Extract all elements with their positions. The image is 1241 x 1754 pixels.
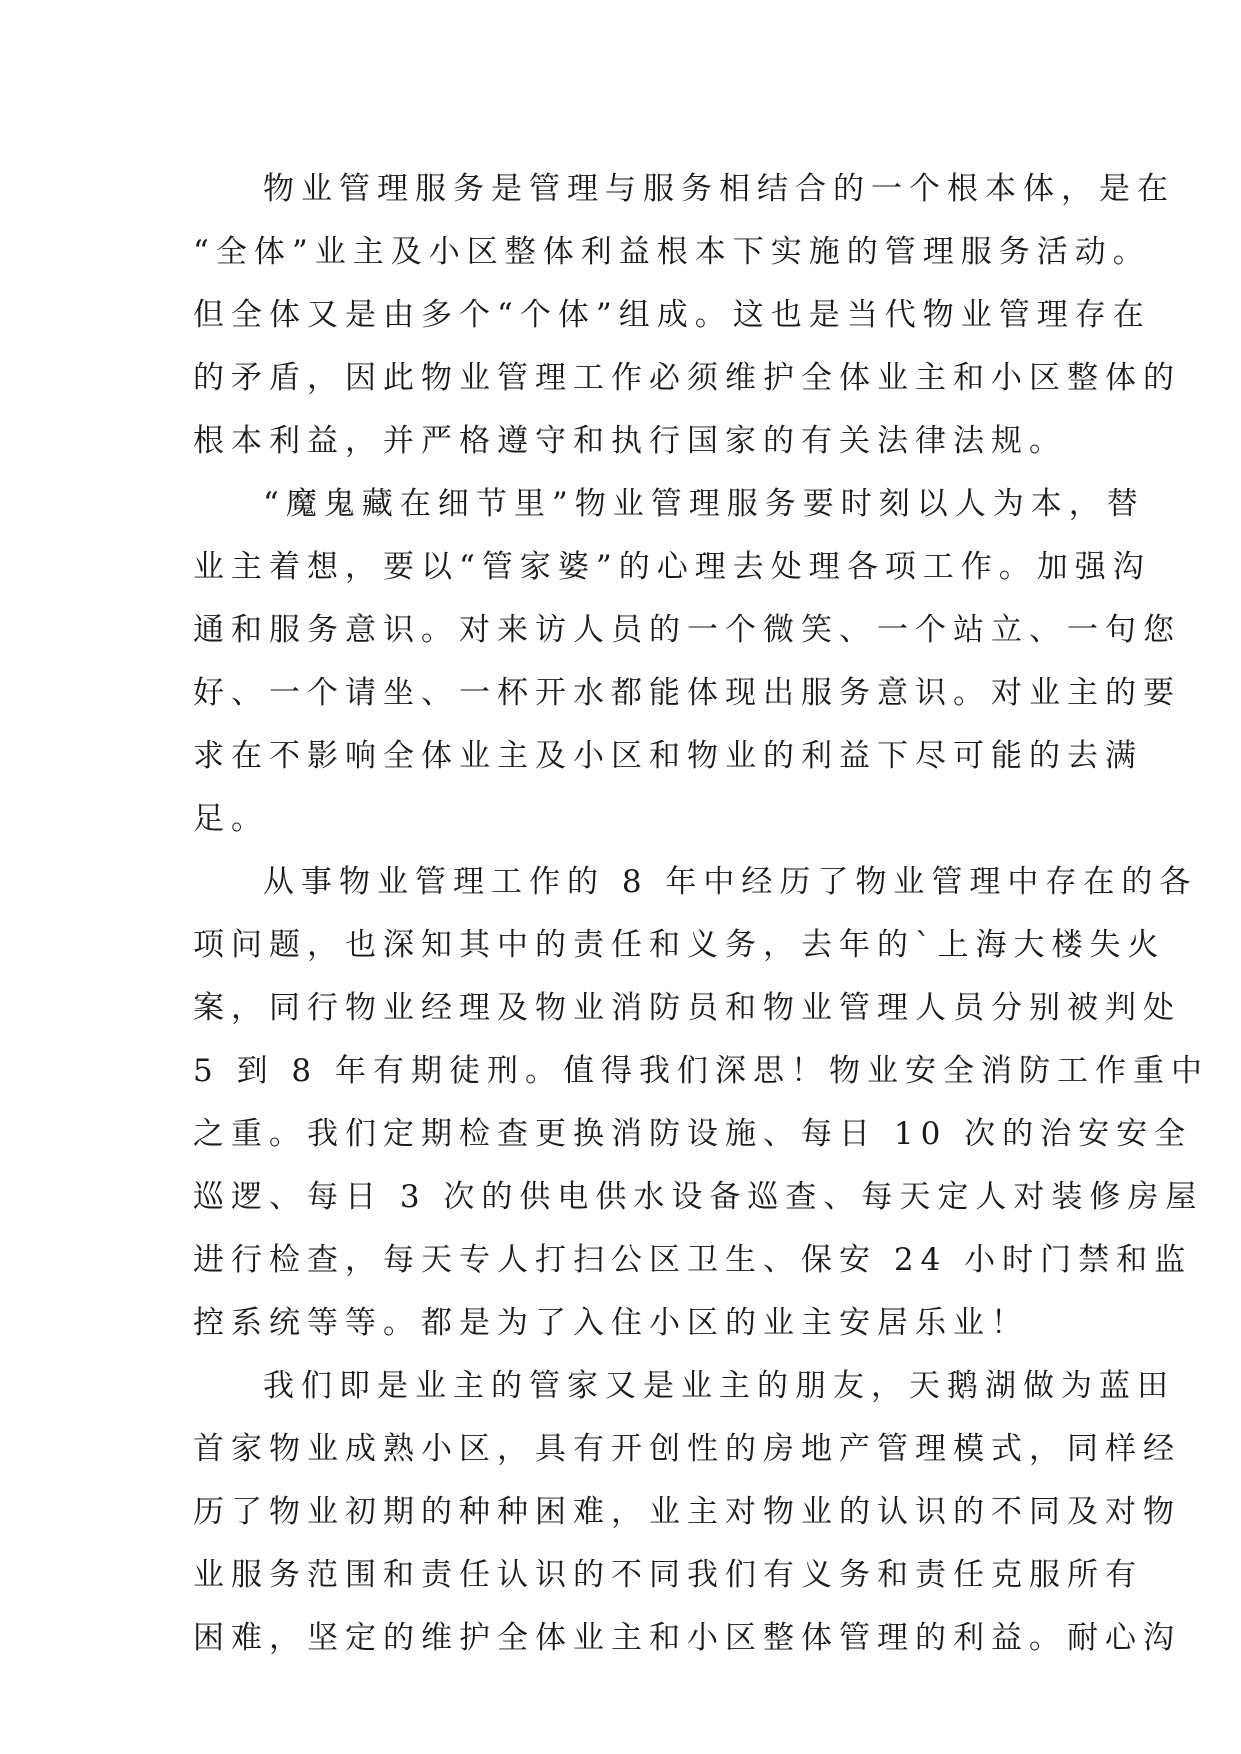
text-line: 首家物业成熟小区，具有开创性的房地产管理模式，同样经: [193, 1431, 1181, 1467]
text-line: 求在不影响全体业主及小区和物业的利益下尽可能的去满: [193, 738, 1143, 774]
text-line: 巡逻、每日 3 次的供电供水设备巡查、每天定人对装修房屋: [193, 1179, 1204, 1215]
text-line: “全体”业主及小区整体利益根本下实施的管理服务活动。: [193, 234, 1151, 270]
paragraph-1: [193, 158, 1181, 473]
text-line: 业服务范围和责任认识的不同我们有义务和责任克服所有: [193, 1557, 1143, 1593]
text-line: 案，同行物业经理及物业消防员和物业管理人员分别被判处: [193, 990, 1181, 1026]
text-line: 历了物业初期的种种困难，业主对物业的认识的不同及对物: [193, 1494, 1181, 1530]
text-line: 控系统等等。都是为了入住小区的业主安居乐业！: [193, 1305, 1029, 1341]
text-line: “魔鬼藏在细节里”物业管理服务要时刻以人为本，替: [263, 486, 1145, 522]
paragraph-2: [193, 473, 1181, 851]
text-line: 从事物业管理工作的 8 年中经历了物业管理中存在的各: [263, 864, 1198, 900]
text-line: 我们即是业主的管家又是业主的朋友，天鹅湖做为蓝田: [263, 1368, 1175, 1404]
document-body: [193, 158, 1210, 1670]
text-line: 困难，坚定的维护全体业主和小区整体管理的利益。耐心沟: [193, 1620, 1181, 1656]
text-line: 足。: [193, 801, 269, 837]
text-line: 物业管理服务是管理与服务相结合的一个根本体，是在: [263, 171, 1175, 207]
text-line: 之重。我们定期检查更换消防设施、每日 10 次的治安安全: [193, 1116, 1193, 1152]
paragraph-3: [193, 851, 1210, 1355]
text-line: 的矛盾，因此物业管理工作必须维护全体业主和小区整体的: [193, 360, 1181, 396]
text-line: 但全体又是由多个“个体”组成。这也是当代物业管理存在: [193, 297, 1151, 333]
text-line: 业主着想，要以“管家婆”的心理去处理各项工作。加强沟: [193, 549, 1151, 585]
text-line: 5 到 8 年有期徒刑。值得我们深思！物业安全消防工作重中: [193, 1053, 1210, 1089]
text-line: 通和服务意识。对来访人员的一个微笑、一个站立、一句您: [193, 612, 1181, 648]
text-line: 好、一个请坐、一杯开水都能体现出服务意识。对业主的要: [193, 675, 1181, 711]
text-line: 项问题，也深知其中的责任和义务，去年的`上海大楼失火: [193, 927, 1166, 963]
paragraph-4: [193, 1355, 1181, 1670]
text-line: 根本利益，并严格遵守和执行国家的有关法律法规。: [193, 423, 1067, 459]
text-line: 进行检查，每天专人打扫公区卫生、保安 24 小时门禁和监: [193, 1242, 1193, 1278]
